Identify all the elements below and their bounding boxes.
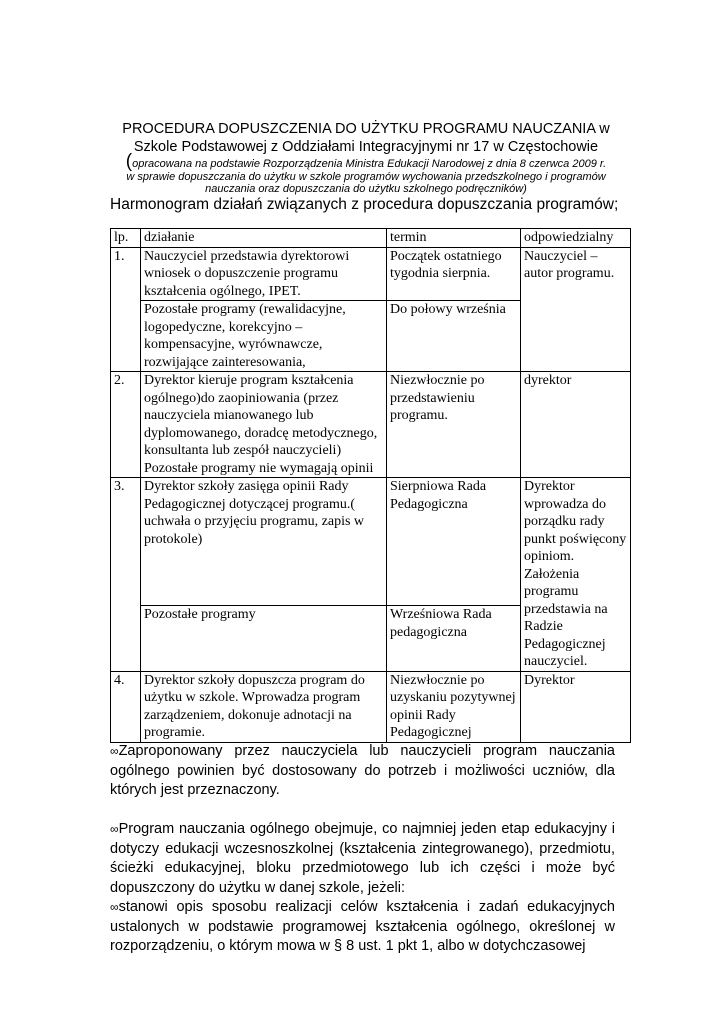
header-dzialanie: działanie (141, 229, 387, 248)
table-row (111, 247, 631, 301)
cell-responsible: dyrektor (521, 372, 631, 478)
cell-action: Pozostałe programy (141, 606, 387, 671)
cell-term: Do połowy września (387, 301, 521, 372)
cell-action-extra: Pozostałe programy nie wymagają opinii (144, 460, 374, 476)
table-row (111, 372, 631, 478)
cell-action: Nauczyciel przedstawia dyrektorowi wniosek o dopuszczenie programu kształcenia ogólnego, IPET. (141, 247, 387, 301)
note-line-3: nauczania oraz dopuszczania do użytku szkolnego podręczników) (205, 183, 527, 195)
title-line-2: Szkole Podstawowej z Oddziałami Integracyjnymi nr 17 w Częstochowie (133, 139, 599, 155)
header-odpowiedzialny: odpowiedzialny (521, 229, 631, 248)
paragraph-3-text: stanowi opis sposobu realizacji celów kształcenia i zadań edukacyjnych ustalonych w podstawie programowej kształcenia ogólnego, określonej w rozporządzeniu, o którym mowa w § 8 ust. 1 pkt 1, albo w dotychczasowej (110, 899, 615, 954)
cell-action: Pozostałe programy (rewalidacyjne, logopedyczne, korekcyjno – kompensacyjne, wyrównawcze, rozwijające zainteresowania, (141, 301, 387, 372)
bullet-icon: ∞ (110, 900, 119, 914)
cell-responsible: Dyrektor wprowadza do porządku rady punkt poświęcony opiniom. Założenia programu przedstawia na Radzie Pedagogicznej nauczyciel. (521, 478, 631, 672)
cell-lp: 3. (111, 478, 141, 672)
cell-lp: 1. (111, 247, 141, 372)
cell-term: Sierpniowa Rada Pedagogiczna (387, 478, 521, 606)
header-lp: lp. (111, 229, 141, 248)
paragraph-1-text: Zaproponowany przez nauczyciela lub nauczycieli program nauczania ogólnego powinien być dostosowany do potrzeb i możliwości uczniów, dla których jest przeznaczony. (110, 743, 615, 798)
paragraph-2 (110, 820, 615, 957)
cell-term: Niezwłocznie po przedstawieniu programu. (387, 372, 521, 478)
cell-term: Początek ostatniego tygodnia sierpnia. (387, 247, 521, 301)
paragraph-1 (110, 742, 615, 801)
cell-action: Dyrektor szkoły dopuszcza program do użytku w szkole. Wprowadza program zarządzeniem, dokonuje adnotacji na programie. (141, 671, 387, 742)
cell-action-main: Dyrektor kieruje program kształcenia ogólnego)do zaopiniowania (przez nauczyciela mianowanego lub dyplomowanego, doradcę metodycznego, konsultanta lub zespół nauczycieli) (144, 373, 378, 458)
note-line-2: w sprawie dopuszczania do użytku w szkole programów wychowania przedszkolnego i programów (126, 170, 606, 183)
cell-action (141, 372, 387, 478)
paragraph-2-text: Program nauczania ogólnego obejmuje, co najmniej jeden etap edukacyjny i dotyczy edukacji wczesnoszkolnej (kształcenia zintegrowanego), przedmiotu, ścieżki edukacyjnej, bloku przedmiotowego lub ich części i może być dopuszczony do użytku w danej szkole, jeżeli: (110, 821, 615, 896)
note-line-1: opracowana na podstawie Rozporządzenia Ministra Edukacji Narodowej z dnia 8 czerwca 2009 r. (132, 158, 607, 170)
table-row (111, 478, 631, 606)
legal-basis-note (96, 151, 636, 196)
procedure-table (110, 228, 631, 743)
cell-lp: 4. (111, 671, 141, 742)
cell-term: Niezwłocznie po uzyskaniu pozytywnej opinii Rady Pedagogicznej (387, 671, 521, 742)
header-termin: termin (387, 229, 521, 248)
cell-responsible: Nauczyciel – autor programu. (521, 247, 631, 372)
bullet-icon: ∞ (110, 822, 119, 836)
document-header (96, 120, 636, 196)
note-open-paren: ( (125, 151, 133, 172)
cell-term: Wrześniowa Rada pedagogiczna (387, 606, 521, 671)
cell-action: Dyrektor szkoły zasięga opinii Rady Pedagogicznej dotyczącej programu.( uchwała o przyjęciu programu, zapis w protokole) (141, 478, 387, 606)
harmonogram-title: Harmonogram działań związanych z procedura dopuszczania programów; (110, 196, 619, 213)
bullet-icon: ∞ (110, 744, 119, 758)
cell-responsible: Dyrektor (521, 671, 631, 742)
title-line-1: PROCEDURA DOPUSZCZENIA DO UŻYTKU PROGRAMU NAUCZANIA w (122, 121, 610, 137)
table-header-row (111, 229, 631, 248)
table-row (111, 671, 631, 742)
cell-lp: 2. (111, 372, 141, 478)
